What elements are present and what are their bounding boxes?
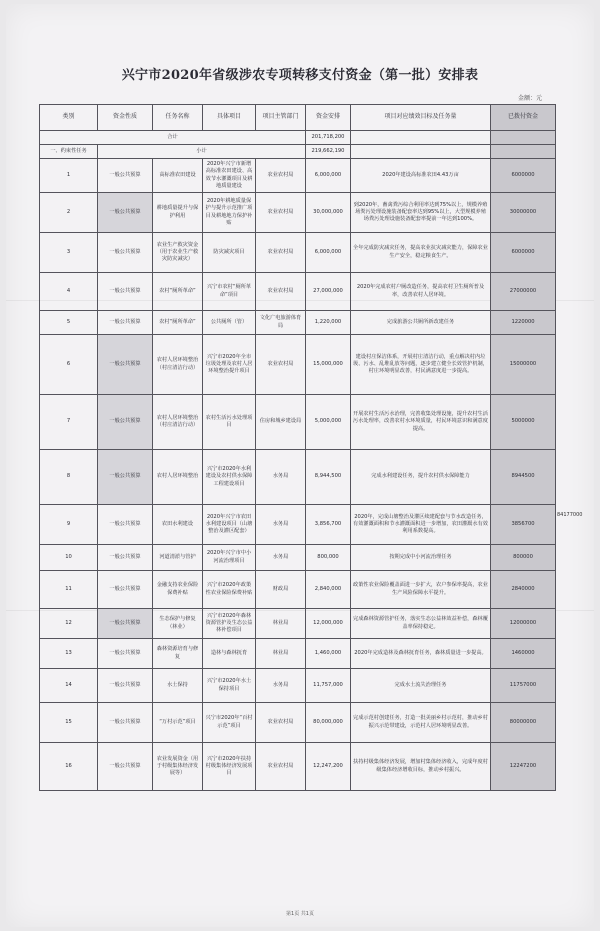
table-row xyxy=(40,545,556,571)
task-name: 农村“厕所革命” xyxy=(153,273,203,311)
performance-goal: 开展农村生活污水治理，完善收集处理设施，提升农村生活污水处理率，改善农村水环境质量，村民环境意识和满意度提高。 xyxy=(351,395,491,450)
table-row xyxy=(40,159,556,193)
performance-goal: 全年完成防灾减灾任务，提高农业抗灾减灾能力，保障农业生产安全，稳定粮食生产。 xyxy=(351,233,491,273)
row-number: 13 xyxy=(40,639,98,669)
task-name: 农业生产救灾资金（用于农业生产救灾防灾减灾） xyxy=(153,233,203,273)
department: 农业农村局 xyxy=(256,273,306,311)
fund-nature: 一般公共预算 xyxy=(98,193,153,233)
amount: 11,757,000 xyxy=(306,669,351,703)
amount: 8,944,500 xyxy=(306,450,351,505)
row-number: 3 xyxy=(40,233,98,273)
task-name: 生态保护与修复（林业） xyxy=(153,609,203,639)
project-name: 兴宁市2020年水利建设及农村供水保障工程建设项目 xyxy=(203,450,256,505)
fund-nature: 一般公共预算 xyxy=(98,571,153,609)
fund-nature: 一般公共预算 xyxy=(98,703,153,743)
table-row xyxy=(40,233,556,273)
fund-nature: 一般公共预算 xyxy=(98,395,153,450)
paid-amount: 6000000 xyxy=(491,159,556,193)
header-cell: 资金安排 xyxy=(306,105,351,131)
header-cell: 已拨付资金 xyxy=(491,105,556,131)
total-label: 合计 xyxy=(40,131,306,145)
performance-goal: 完成水利建设任务，提升农村供水保障能力 xyxy=(351,450,491,505)
department: 文化广电旅游体育局 xyxy=(256,311,306,335)
department: 财政局 xyxy=(256,571,306,609)
department: 水务局 xyxy=(256,545,306,571)
row-number: 9 xyxy=(40,505,98,545)
task-name: “万村示范”项目 xyxy=(153,703,203,743)
project-name: 兴宁市2020年政策性农业保险保费补贴 xyxy=(203,571,256,609)
row-number: 14 xyxy=(40,669,98,703)
performance-goal: 2020年完成造林及森林抚育任务，森林质量进一步提高。 xyxy=(351,639,491,669)
paid-amount: 3856700 xyxy=(491,505,556,545)
row-number: 10 xyxy=(40,545,98,571)
task-name: 水土保持 xyxy=(153,669,203,703)
row-number: 5 xyxy=(40,311,98,335)
amount: 6,000,000 xyxy=(306,159,351,193)
performance-goal: 2020年建设高标准农田4.43万亩 xyxy=(351,159,491,193)
amount: 6,000,000 xyxy=(306,233,351,273)
amount: 2,840,000 xyxy=(306,571,351,609)
paid-amount: 2840000 xyxy=(491,571,556,609)
task-name: 农村人居环境整治 xyxy=(153,450,203,505)
fund-nature: 一般公共预算 xyxy=(98,233,153,273)
project-name: 公共厕所（管） xyxy=(203,311,256,335)
performance-goal: 完成水土流失治理任务 xyxy=(351,669,491,703)
amount: 15,000,000 xyxy=(306,335,351,395)
paid-amount: 8944500 xyxy=(491,450,556,505)
performance-goal: 2020年，完成山塘整治及灌区续建配套与节水改造任务，有效灌溉面积和节水灌溉面积进一步增加，农田灌溉水有效利用系数提高。 xyxy=(351,505,491,545)
table-row xyxy=(40,193,556,233)
amount: 80,000,000 xyxy=(306,703,351,743)
total-amount: 201,718,200 xyxy=(306,131,351,145)
header-cell: 资金性质 xyxy=(98,105,153,131)
row-number: 11 xyxy=(40,571,98,609)
amount: 1,460,000 xyxy=(306,639,351,669)
task-name: 耕地质量提升与保护利用 xyxy=(153,193,203,233)
subtotal-label: 小计 xyxy=(98,145,306,159)
paid-amount: 6000000 xyxy=(491,233,556,273)
table-row xyxy=(40,335,556,395)
amount: 800,000 xyxy=(306,545,351,571)
fund-nature: 一般公共预算 xyxy=(98,450,153,505)
table-row xyxy=(40,273,556,311)
department: 农业农村局 xyxy=(256,159,306,193)
page-footer: 第1页 共1页 xyxy=(286,911,314,917)
fund-nature: 一般公共预算 xyxy=(98,311,153,335)
project-name: 兴宁市农村“厕所革命”项目 xyxy=(203,273,256,311)
paid-amount: 800000 xyxy=(491,545,556,571)
header-cell: 项目主管部门 xyxy=(256,105,306,131)
table-row xyxy=(40,639,556,669)
fund-nature: 一般公共预算 xyxy=(98,159,153,193)
paid-amount: 27000000 xyxy=(491,273,556,311)
table-row xyxy=(40,609,556,639)
performance-goal: 按期完成中小河流治理任务 xyxy=(351,545,491,571)
department: 农业农村局 xyxy=(256,193,306,233)
task-name: 农业发展资金（用于村级集体经济发展等） xyxy=(153,743,203,791)
project-name: 农村生活污水处理项目 xyxy=(203,395,256,450)
fund-nature: 一般公共预算 xyxy=(98,743,153,791)
table-row xyxy=(40,743,556,791)
row-number: 7 xyxy=(40,395,98,450)
table-row xyxy=(40,505,556,545)
paid-amount: 1460000 xyxy=(491,639,556,669)
project-name: 兴宁市2020年水土保持项目 xyxy=(203,669,256,703)
project-name: 造林与森林抚育 xyxy=(203,639,256,669)
subtotal-category: 一、约束性任务 xyxy=(40,145,98,159)
document-title: 兴宁市2020年省级涉农专项转移支付资金（第一批）安排表 xyxy=(121,68,479,83)
department: 农业农村局 xyxy=(256,743,306,791)
task-name: 森林资源培育与修复 xyxy=(153,639,203,669)
row-number: 2 xyxy=(40,193,98,233)
project-name: 兴宁市2020年森林资源管护及生态公益林补偿项目 xyxy=(203,609,256,639)
table-row xyxy=(40,311,556,335)
task-name: 河道清淤与管护 xyxy=(153,545,203,571)
subtotal-row xyxy=(40,145,556,159)
project-name: 兴宁市2020年全市垃圾处理及农村人居环境整治提升项目 xyxy=(203,335,256,395)
task-name: 农村人居环境整治（村庄清洁行动） xyxy=(153,395,203,450)
row-number: 4 xyxy=(40,273,98,311)
amount: 5,000,000 xyxy=(306,395,351,450)
unit-label: 金额：元 xyxy=(517,95,542,102)
paid-amount: 80000000 xyxy=(491,703,556,743)
performance-goal: 完成旅游公共厕所新改建任务 xyxy=(351,311,491,335)
amount: 27,000,000 xyxy=(306,273,351,311)
project-name: 兴宁市2020年“百村示范”项目 xyxy=(203,703,256,743)
amount: 30,000,000 xyxy=(306,193,351,233)
header-row xyxy=(40,105,556,131)
department: 农业农村局 xyxy=(256,233,306,273)
table-row xyxy=(40,450,556,505)
amount: 12,000,000 xyxy=(306,609,351,639)
department: 水务局 xyxy=(256,669,306,703)
task-name: 农村人居环境整治（村庄清洁行动） xyxy=(153,335,203,395)
task-name: 农村“厕所革命” xyxy=(153,311,203,335)
project-name: 兴宁市2020年扶持村级集体经济发展项目 xyxy=(203,743,256,791)
subtotal-amount: 219,662,190 xyxy=(306,145,351,159)
paid-amount: 15000000 xyxy=(491,335,556,395)
fund-nature: 一般公共预算 xyxy=(98,505,153,545)
paid-amount: 12000000 xyxy=(491,609,556,639)
amount: 3,856,700 xyxy=(306,505,351,545)
fund-nature: 一般公共预算 xyxy=(98,609,153,639)
row-number: 1 xyxy=(40,159,98,193)
header-cell: 任务名称 xyxy=(153,105,203,131)
department: 林业局 xyxy=(256,639,306,669)
fund-nature: 一般公共预算 xyxy=(98,335,153,395)
allocation-table xyxy=(39,104,556,791)
amount: 12,247,200 xyxy=(306,743,351,791)
performance-goal: 扶持村级集体经济发展，增加村集体经济收入，完成年度村级集体经济增收目标，推动乡村振兴。 xyxy=(351,743,491,791)
project-name: 防灾减灾项目 xyxy=(203,233,256,273)
department: 住房和城乡建设局 xyxy=(256,395,306,450)
row-number: 8 xyxy=(40,450,98,505)
fund-nature: 一般公共预算 xyxy=(98,669,153,703)
project-name: 2020年兴宁市新增高标准农田建设、高效节水灌溉项目及耕地质量建设 xyxy=(203,159,256,193)
paid-amount: 11757000 xyxy=(491,669,556,703)
paid-amount: 12247200 xyxy=(491,743,556,791)
project-name: 2020年兴宁市中小河流治理项目 xyxy=(203,545,256,571)
department: 农业农村局 xyxy=(256,335,306,395)
performance-goal: 2020年完成农村户厕改造任务，提高农村卫生厕所普及率，改善农村人居环境。 xyxy=(351,273,491,311)
table-row xyxy=(40,395,556,450)
department: 农业农村局 xyxy=(256,703,306,743)
total-row xyxy=(40,131,556,145)
row-number: 6 xyxy=(40,335,98,395)
amount: 1,220,000 xyxy=(306,311,351,335)
fund-nature: 一般公共预算 xyxy=(98,273,153,311)
project-name: 2020年兴宁市农田水利建设项目（山塘整治及灌区配套） xyxy=(203,505,256,545)
project-name: 2020年耕地质量保护与提升示范推广项目及耕地地力保护补贴 xyxy=(203,193,256,233)
merged-paid-total: 84177000 xyxy=(557,512,583,518)
paid-amount: 1220000 xyxy=(491,311,556,335)
header-cell: 具体项目 xyxy=(203,105,256,131)
paid-amount: 5000000 xyxy=(491,395,556,450)
performance-goal: 建设村庄保洁体系，开展村庄清洁行动，重点解决村内垃圾、污水、乱堆乱放等问题，逐步建立健全长效管护机制，村庄环境明显改善，村民满意度进一步提高。 xyxy=(351,335,491,395)
department: 水务局 xyxy=(256,450,306,505)
row-number: 15 xyxy=(40,703,98,743)
performance-goal: 完成森林资源管护任务，落实生态公益林效益补偿，森林覆盖率保持稳定。 xyxy=(351,609,491,639)
table-row xyxy=(40,571,556,609)
performance-goal: 政策性农业保险覆盖面进一步扩大，农户参保率提高，农业生产风险保障水平提升。 xyxy=(351,571,491,609)
table-row xyxy=(40,669,556,703)
task-name: 高标准农田建设 xyxy=(153,159,203,193)
department: 水务局 xyxy=(256,505,306,545)
header-cell: 类别 xyxy=(40,105,98,131)
performance-goal: 完成示范村创建任务，打造一批美丽乡村示范村，推动乡村振兴示范带建设，示范村人居环境明显改善。 xyxy=(351,703,491,743)
row-number: 12 xyxy=(40,609,98,639)
table-row xyxy=(40,703,556,743)
task-name: 金融支持农业保险保费补贴 xyxy=(153,571,203,609)
department: 林业局 xyxy=(256,609,306,639)
row-number: 16 xyxy=(40,743,98,791)
fund-nature: 一般公共预算 xyxy=(98,545,153,571)
fund-nature: 一般公共预算 xyxy=(98,639,153,669)
paid-amount: 30000000 xyxy=(491,193,556,233)
performance-goal: 到2020年，畜禽粪污综合利用率达到75%以上，规模养殖场粪污处理设施装备配套率达到95%以上，大型规模养殖场粪污处理设施装备配套率提前一年达到100%。 xyxy=(351,193,491,233)
header-cell: 项目对应绩效目标及任务量 xyxy=(351,105,491,131)
task-name: 农田水利建设 xyxy=(153,505,203,545)
